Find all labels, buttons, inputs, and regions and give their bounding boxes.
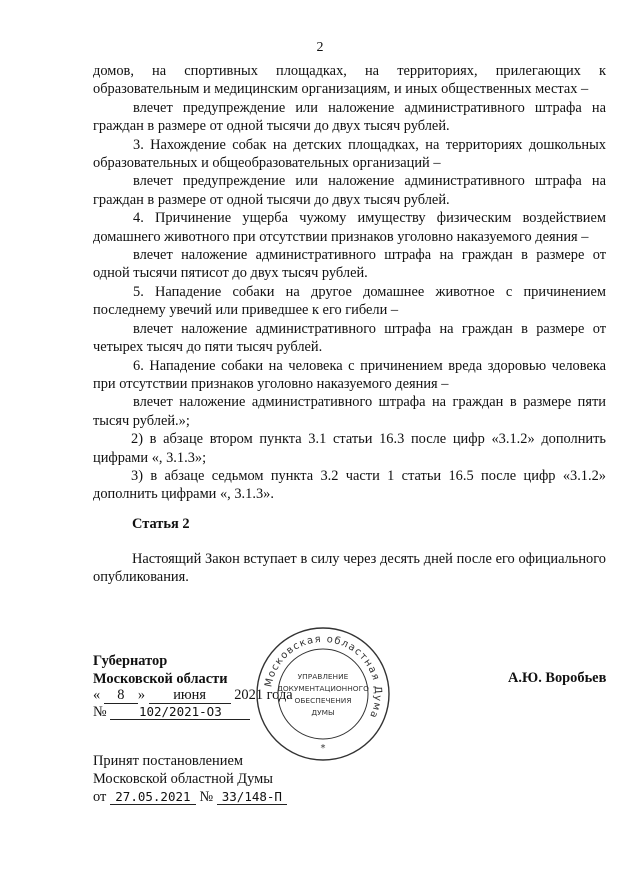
adoption-number: 33/148-П: [217, 789, 287, 805]
stamp-line4: ДУМЫ: [311, 708, 335, 717]
law-number: [93, 704, 250, 721]
stamp-line3: ОБЕСПЕЧЕНИЯ: [294, 696, 352, 705]
governor-title: [93, 652, 227, 688]
adoption-line1: Принят постановлением: [93, 753, 243, 769]
governor-name: А.Ю. Воробьев: [508, 670, 607, 686]
date-close-quote: »: [137, 687, 146, 703]
paragraph: 6. Нападение собаки на человека с причинением вреда здоровью человека при отсутствии признаков уголовно наказуемого деяния –: [93, 357, 606, 392]
date-open-quote: «: [93, 687, 101, 703]
paragraph: домов, на спортивных площадках, на территориях, прилегающих к образовательным и медицинским организациям, и иных общественных местах –: [93, 63, 606, 98]
date-day: 8: [104, 688, 138, 704]
final-paragraph-block: [93, 550, 606, 587]
paragraph: 2) в абзаце втором пункта 3.1 статьи 16.3 после цифр «3.1.2» дополнить цифрами «, 3.1.3»;: [93, 431, 606, 466]
adoption-number-sign: №: [199, 789, 214, 805]
governor-title-line2: Московской области: [93, 671, 228, 687]
paragraph: 3. Нахождение собак на детских площадках, на территориях дошкольных образовательных и общеобразовательных организаций –: [93, 136, 606, 172]
page-number: 2: [316, 40, 324, 55]
stamp-line1: УПРАВЛЕНИЕ: [297, 672, 349, 681]
final-paragraph: Настоящий Закон вступает в силу через десять дней после его официального опубликования.: [93, 551, 606, 586]
stamp-ring-text: Московская областная Дума: [263, 633, 384, 721]
adoption-date-line: [93, 788, 287, 806]
paragraph: 5. Нападение собаки на другое домашнее животное с причинением последнему увечий или приведшее к его гибели –: [93, 283, 606, 319]
date-year: 2021 года: [234, 687, 293, 703]
governor-title-line1: Губернатор: [93, 653, 168, 669]
adoption-date: 27.05.2021: [110, 789, 196, 805]
paragraph: влечет наложение административного штрафа на граждан в размере от четырех тысяч до пяти тысяч рублей.: [93, 320, 606, 356]
adoption-from-label: от: [93, 789, 107, 805]
paragraph: 3) в абзаце седьмом пункта 3.2 части 1 статьи 16.5 после цифр «3.1.2» дополнить цифрами «, 3.1.3».: [93, 467, 606, 503]
paragraph: влечет предупреждение или наложение административного штрафа на граждан в размере от одной тысячи до двух тысяч рублей.: [93, 173, 606, 208]
adoption-line2: Московской областной Думы: [93, 771, 273, 787]
date-month: июня: [149, 688, 231, 704]
article-heading: Статья 2: [132, 516, 190, 532]
stamp-outer-ring: [257, 628, 389, 760]
paragraph: влечет предупреждение или наложение административного штрафа на граждан в размере от одной тысячи до двух тысяч рублей.: [93, 99, 606, 135]
paragraph: 4. Причинение ущерба чужому имуществу физическим воздействием домашнего животного при отсутствии признаков уголовно наказуемого деяния –: [93, 210, 606, 245]
law-body-text: [93, 62, 606, 504]
number-sign: №: [93, 704, 107, 720]
law-number-value: 102/2021-ОЗ: [110, 704, 250, 720]
official-stamp: [254, 625, 392, 763]
paragraph: влечет наложение административного штрафа на граждан в размере от одной тысячи пятисот до двух тысяч рублей.: [93, 247, 606, 282]
paragraph: влечет наложение административного штрафа на граждан в размере пяти тысяч рублей.»;: [93, 394, 606, 429]
stamp-star-icon: *: [320, 743, 326, 754]
stamp-line2: ДОКУМЕНТАЦИОННОГО: [277, 684, 369, 693]
stamp-inner-ring: [278, 649, 368, 739]
